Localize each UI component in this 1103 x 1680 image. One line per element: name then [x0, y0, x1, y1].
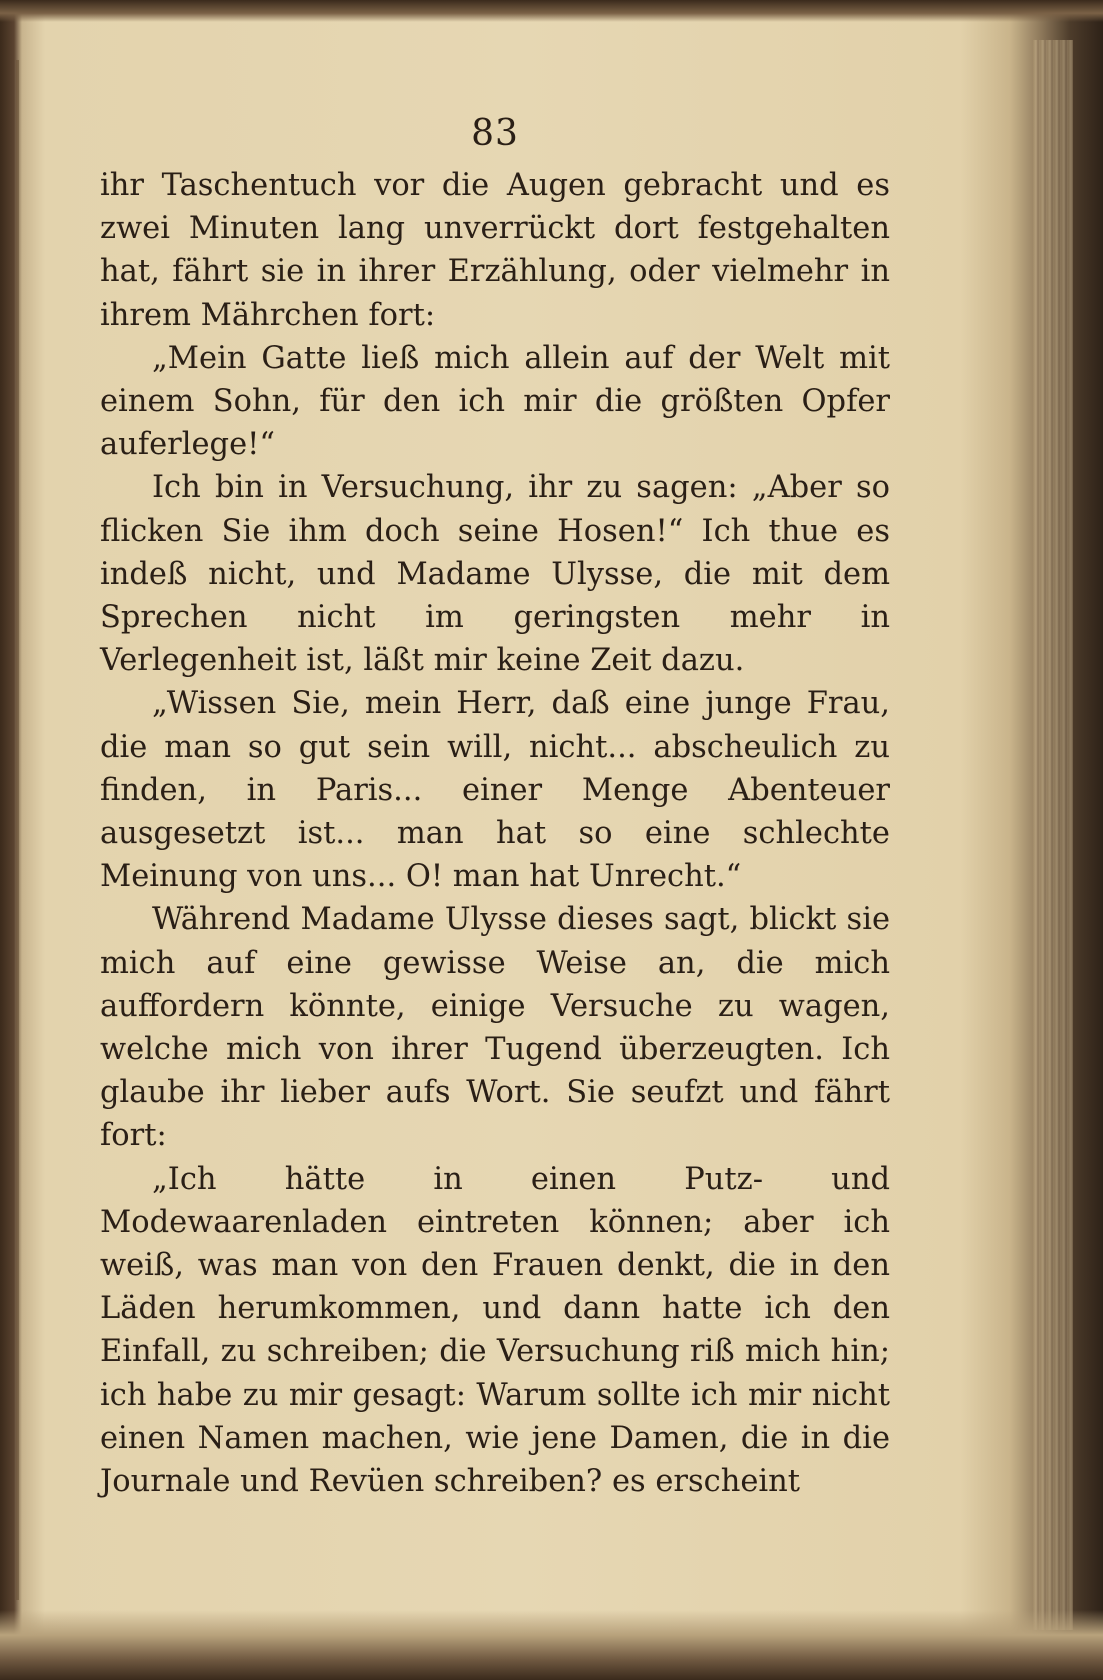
book-top-edge: [0, 0, 1103, 22]
book-bottom-edge: [0, 1610, 1103, 1680]
paragraph-2: „Mein Gatte ließ mich allein auf der Welt mit einem Sohn, für den ich mir die größten Opfer auferlege!“: [100, 340, 890, 463]
paragraph-5: Während Madame Ulysse dieses sagt, blickt sie mich auf eine gewisse Weise an, die mich auffordern könnte, einige Versuche zu wagen, welche mich von ihrer Tugend überzeugten. Ich glaube ihr lieber aufs Wort. Sie seufzt und fährt fort:: [100, 902, 890, 1154]
paragraph-4: „Wissen Sie, mein Herr, daß eine junge Frau, die man so gut sein will, nicht... abscheulich zu finden, in Paris... einer Menge Abenteuer ausgesetzt ist... man hat so eine schlechte Meinung von uns... O! man hat Unrecht.“: [100, 686, 890, 895]
page-number: 83: [471, 113, 519, 154]
book-spine-edge: [16, 60, 19, 1600]
page-content: [100, 110, 890, 1503]
paragraph-3: Ich bin in Versuchung, ihr zu sagen: „Aber so flicken Sie ihm doch seine Hosen!“ Ich thue es indeß nicht, und Madame Ulysse, die mit dem Sprechen nicht im geringsten mehr in Verlegenheit ist, läßt mir keine Zeit dazu.: [100, 470, 890, 679]
body-text: [100, 164, 890, 1503]
page-stack-edge: [1033, 40, 1073, 1630]
paragraph-6: „Ich hätte in einen Putz- und Modewaarenladen eintreten können; aber ich weiß, was man von den Frauen denkt, die in den Läden herumkommen, und dann hatte ich den Einfall, zu schreiben; die Versuchung riß mich hin; ich habe zu mir gesagt: Warum sollte ich mir nicht einen Namen machen, wie jene Damen, die in die Journale und Revüen schreiben? es erscheint: [100, 1161, 890, 1500]
paragraph-1: ihr Taschentuch vor die Augen gebracht und es zwei Minuten lang unverrückt dort festgehalten hat, fährt sie in ihrer Erzählung, oder vielmehr in ihrem Mährchen fort:: [100, 168, 890, 333]
